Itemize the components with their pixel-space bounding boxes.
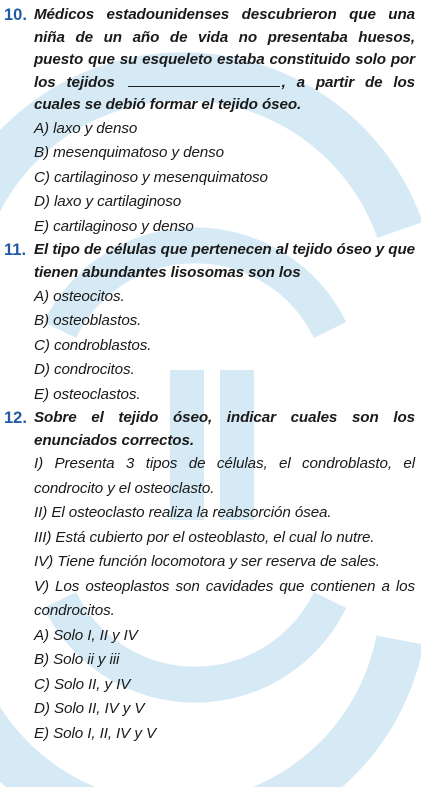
question-number: 10. xyxy=(4,6,27,24)
option-c: C) condroblastos. xyxy=(34,336,152,354)
question-text: Médicos estadounidenses descubrieron que una niña de un año de vida no presentaba huesos, puesto que su esqueleto estaba constituido solo por los tejidos , a partir de los cuales se debió formar el tejido óseo. xyxy=(34,6,415,114)
option-b: B) mesenquimatoso y denso xyxy=(34,144,224,162)
option-e: E) Solo I, II, IV y V xyxy=(34,724,156,742)
option-a: A) Solo I, II y IV xyxy=(34,626,138,644)
question-11 xyxy=(4,239,415,407)
option-d: D) laxo y cartilaginoso xyxy=(34,193,182,211)
option-a: A) osteocitos. xyxy=(34,287,125,305)
option-c: C) cartilaginoso y mesenquimatoso xyxy=(34,168,268,186)
option-a: A) laxo y denso xyxy=(34,119,138,137)
statement-ii: II) El osteoclasto realiza la reabsorción ósea. xyxy=(34,504,332,522)
option-c: C) Solo II, y IV xyxy=(34,675,131,693)
question-text: Sobre el tejido óseo, indicar cuales son los enunciados correctos. xyxy=(34,409,415,449)
option-e: E) cartilaginoso y denso xyxy=(34,217,194,235)
question-12 xyxy=(4,407,415,746)
question-number: 12. xyxy=(4,409,27,428)
option-d: D) Solo II, IV y V xyxy=(34,700,145,718)
question-10 xyxy=(4,4,415,239)
statement-v: V) Los osteoplastos son cavidades que contienen a los condrocitos. xyxy=(34,577,415,620)
option-d: D) condrocitos. xyxy=(34,361,135,379)
statement-i: I) Presenta 3 tipos de células, el condroblasto, el condrocito y el osteoclasto. xyxy=(34,455,415,497)
option-b: B) osteoblastos. xyxy=(34,312,142,330)
fill-in-blank xyxy=(128,72,280,87)
question-text: El tipo de células que pertenecen al tejido óseo y que tienen abundantes lisosomas son los xyxy=(34,241,415,282)
statement-iv: IV) Tiene función locomotora y ser reserva de sales. xyxy=(34,553,380,571)
option-e: E) osteoclastos. xyxy=(34,385,141,403)
question-number: 11. xyxy=(4,241,27,260)
statement-iii: III) Está cubierto por el osteoblasto, el cual lo nutre. xyxy=(34,528,375,546)
option-b: B) Solo ii y iii xyxy=(34,651,120,669)
